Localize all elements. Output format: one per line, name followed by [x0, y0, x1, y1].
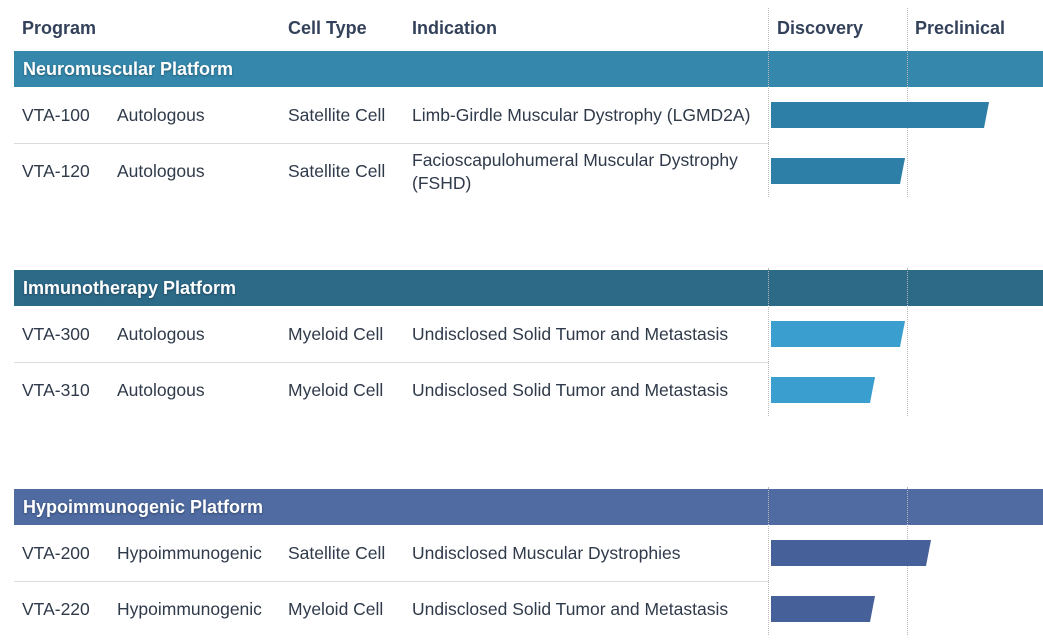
cell-type: Satellite Cell — [288, 543, 386, 563]
cell-type: Myeloid Cell — [288, 380, 384, 400]
stage-divider-discovery — [768, 8, 769, 197]
row-separator — [14, 143, 769, 144]
stage-divider-discovery — [768, 487, 769, 635]
cell-type: Myeloid Cell — [288, 324, 384, 344]
platform-title: Immunotherapy Platform — [23, 278, 237, 298]
indication: Undisclosed Solid Tumor and Metastasis — [412, 324, 729, 344]
program-id: VTA-310 — [22, 380, 90, 400]
progress-bar — [771, 321, 905, 347]
indication-line: (FSHD) — [412, 173, 472, 193]
platform-band — [14, 489, 1043, 525]
progress-bar — [771, 102, 989, 128]
progress-bar — [771, 158, 905, 184]
indication: Undisclosed Solid Tumor and Metastasis — [412, 380, 729, 400]
platform-band — [14, 270, 1043, 306]
cell-type: Myeloid Cell — [288, 599, 384, 619]
program-source: Autologous — [117, 380, 205, 400]
indication: Undisclosed Solid Tumor and Metastasis — [412, 599, 729, 619]
row-separator — [14, 581, 769, 582]
program-source: Autologous — [117, 161, 205, 181]
column-header-preclinical: Preclinical — [915, 18, 1006, 38]
program-id: VTA-200 — [22, 543, 90, 563]
column-header-discovery: Discovery — [777, 18, 864, 38]
program-source: Hypoimmunogenic — [117, 543, 262, 563]
stage-divider-discovery — [768, 268, 769, 416]
program-id: VTA-220 — [22, 599, 90, 619]
program-id: VTA-300 — [22, 324, 90, 344]
indication-line: Facioscapulohumeral Muscular Dystrophy — [412, 150, 738, 170]
program-id: VTA-120 — [22, 161, 90, 181]
program-id: VTA-100 — [22, 105, 90, 125]
progress-bar — [771, 540, 931, 566]
progress-bar — [771, 596, 875, 622]
platform-title: Neuromuscular Platform — [23, 59, 234, 79]
stage-divider-preclinical — [907, 268, 908, 416]
platform-title: Hypoimmunogenic Platform — [23, 497, 264, 517]
cell-type: Satellite Cell — [288, 161, 386, 181]
indication: Undisclosed Muscular Dystrophies — [412, 543, 681, 563]
column-header-indication: Indication — [412, 18, 497, 38]
program-source: Autologous — [117, 105, 205, 125]
program-source: Hypoimmunogenic — [117, 599, 262, 619]
column-header-cell-type: Cell Type — [288, 18, 367, 38]
platform-band — [14, 51, 1043, 87]
indication: Limb-Girdle Muscular Dystrophy (LGMD2A) — [412, 105, 751, 125]
row-separator — [14, 362, 769, 363]
progress-bar — [771, 377, 875, 403]
cell-type: Satellite Cell — [288, 105, 386, 125]
program-source: Autologous — [117, 324, 205, 344]
column-header-program: Program — [22, 18, 97, 38]
